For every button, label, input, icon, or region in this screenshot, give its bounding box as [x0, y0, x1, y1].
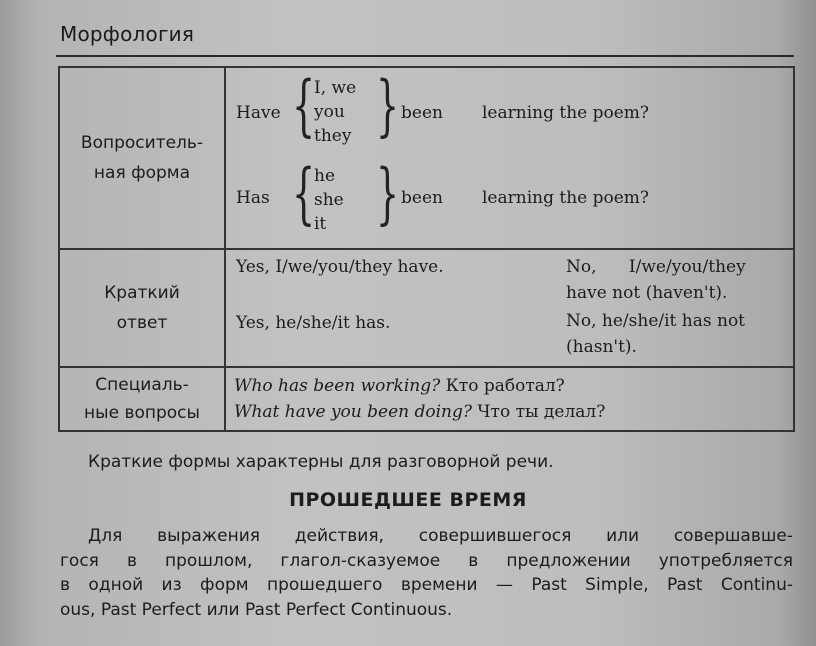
- left-brace: {: [292, 155, 316, 232]
- question-form-label: [59, 67, 225, 249]
- no-answer-plural-line1: No, I/we/you/they: [566, 257, 746, 277]
- special-question-1-en: Who has been working?: [234, 376, 441, 396]
- no-answer-singular-line1: No, he/she/it has not: [566, 311, 746, 331]
- have-rest: learning the poem?: [482, 103, 650, 123]
- special-questions-label-line1: Специаль-: [95, 375, 189, 395]
- yes-answer-singular: Yes, he/she/it has.: [236, 313, 391, 333]
- header-rule: [56, 55, 794, 57]
- has-question: [226, 155, 793, 248]
- short-answer-label: [59, 249, 225, 367]
- special-questions-label-line2: ные вопросы: [84, 403, 200, 423]
- has-aux: Has: [236, 188, 270, 208]
- short-forms-note: Краткие формы характерны для разговорной речи.: [88, 452, 554, 472]
- running-head: Морфология: [60, 22, 195, 46]
- have-been: been: [401, 103, 443, 123]
- right-brace: }: [376, 155, 400, 232]
- question-form-label-line1: Вопроситель-: [80, 133, 204, 153]
- special-question-1: [226, 373, 793, 399]
- short-answer-content: [225, 249, 794, 367]
- paragraph-line: Для выражения действия, совершившегося или совершавше-: [88, 526, 793, 546]
- special-question-2-en: What have you been doing?: [234, 402, 472, 422]
- grammar-table: [58, 66, 795, 432]
- yes-answer-plural: Yes, I/we/you/they have.: [236, 257, 444, 277]
- question-form-label-line2: ная форма: [93, 163, 191, 183]
- no-answer-plural-line2: have not (haven't).: [566, 283, 728, 303]
- subject-i-we: I, we: [314, 78, 357, 98]
- short-answer-label-line1: Краткий: [104, 283, 180, 303]
- subject-they: they: [314, 126, 352, 146]
- right-brace: }: [376, 67, 400, 144]
- special-questions-row: [59, 367, 794, 431]
- special-questions-label: [59, 367, 225, 431]
- have-question: [226, 68, 793, 158]
- special-question-1-ru: Кто работал?: [445, 376, 565, 396]
- special-question-2: [226, 399, 793, 425]
- has-been: been: [401, 188, 443, 208]
- subject-she: she: [314, 190, 344, 210]
- have-aux: Have: [236, 103, 281, 123]
- subject-you: you: [314, 102, 345, 122]
- has-rest: learning the poem?: [482, 188, 650, 208]
- paragraph-line: в одной из форм прошедшего времени — Past Simple, Past Continu-: [60, 575, 793, 595]
- special-questions-content: [225, 367, 794, 431]
- short-answer-row: [59, 249, 794, 367]
- paragraph-line: ous, Past Perfect или Past Perfect Continuous.: [60, 599, 453, 620]
- no-answer-singular-line2: (hasn't).: [566, 337, 637, 357]
- paragraph-line: гося в прошлом, глагол-сказуемое в предложении употребляется: [60, 550, 793, 571]
- special-question-2-ru: Что ты делал?: [477, 402, 606, 422]
- short-answer-label-line2: ответ: [116, 313, 168, 333]
- question-form-content: [225, 67, 794, 249]
- section-title: ПРОШЕДШЕЕ ВРЕМЯ: [289, 489, 527, 511]
- subject-it: it: [314, 214, 327, 234]
- question-form-row: [59, 67, 794, 249]
- body-paragraph: [60, 524, 793, 622]
- left-brace: {: [292, 67, 316, 144]
- subject-he: he: [314, 166, 336, 186]
